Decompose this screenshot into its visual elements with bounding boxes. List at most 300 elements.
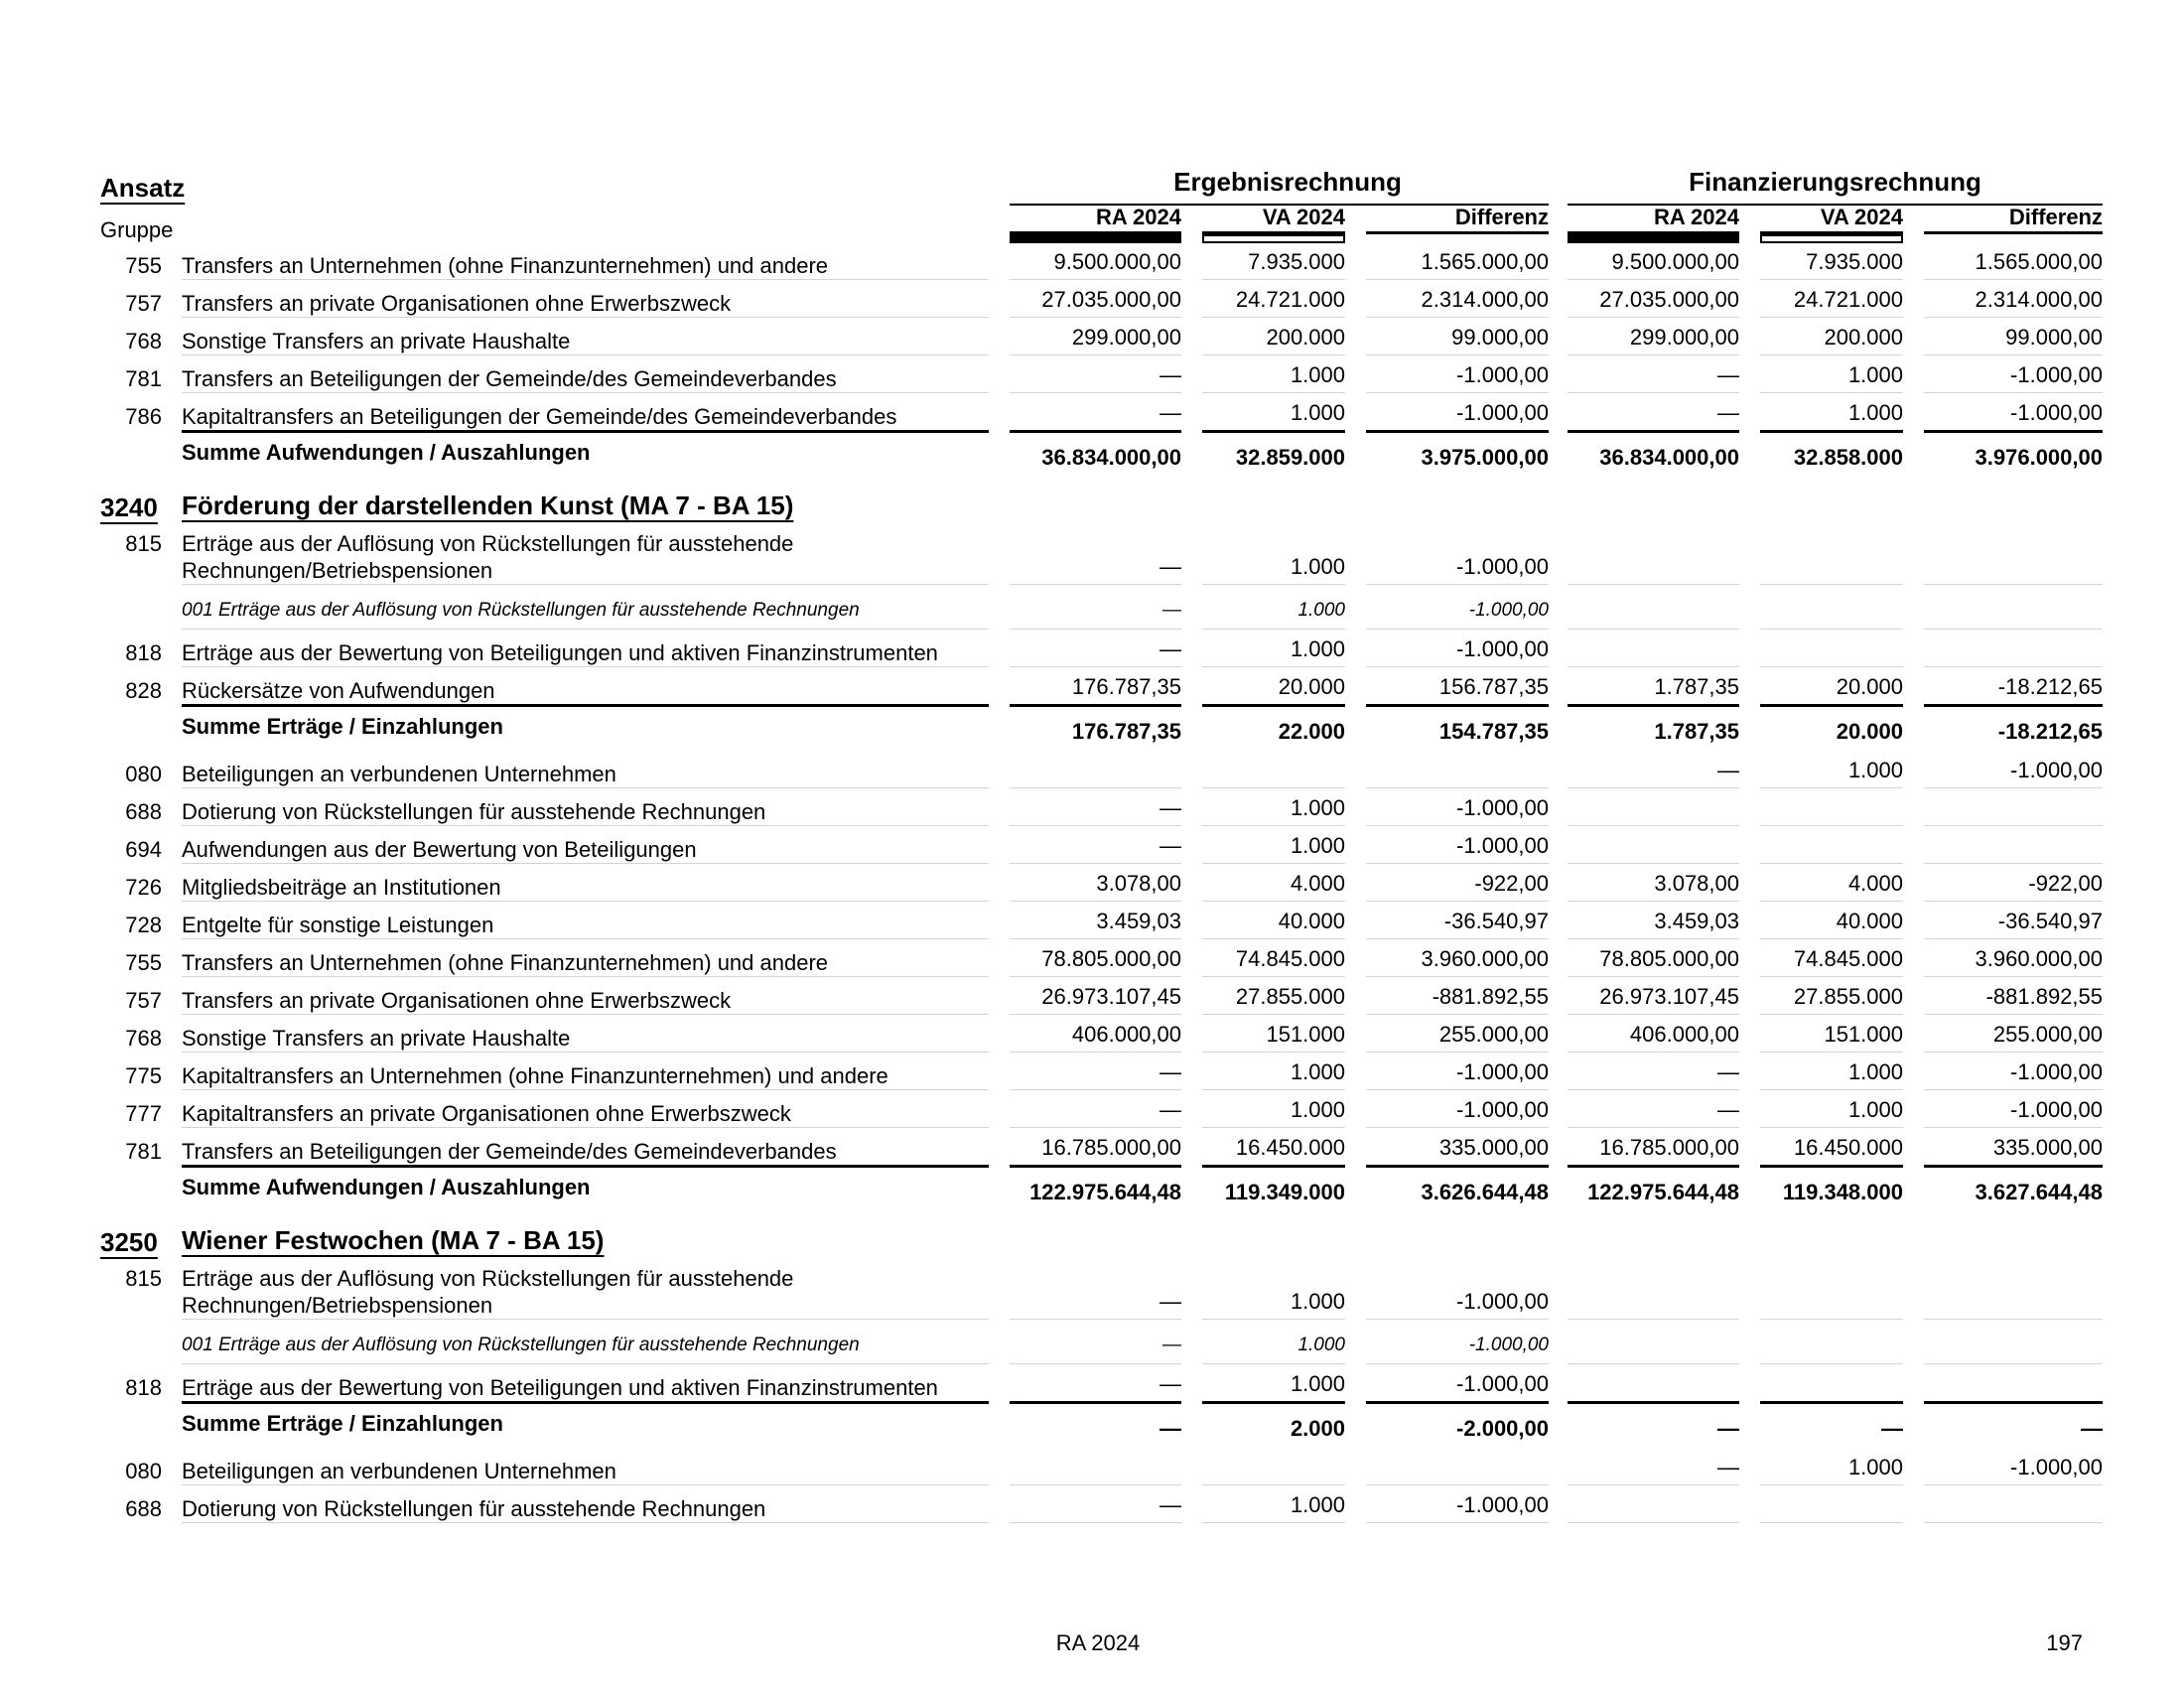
row-rule — [1568, 1319, 1739, 1320]
row-rule — [1924, 629, 2103, 630]
row-rule — [1568, 825, 1739, 826]
account-code: 694 — [125, 837, 162, 862]
row-rule — [1202, 938, 1345, 939]
account-label: Erträge aus der Bewertung von Beteiligungen und aktiven Finanzinstrumenten — [182, 1375, 938, 1400]
amount-cell: 3.960.000,00 — [1975, 946, 2103, 971]
account-code: 828 — [125, 678, 162, 703]
account-label: Rechnungen/Betriebspensionen — [182, 558, 493, 583]
amount-cell: 1.000 — [1290, 362, 1345, 387]
row-rule — [1760, 938, 1903, 939]
amount-cell: -1.000,00 — [2010, 400, 2103, 425]
row-rule — [1568, 430, 1739, 433]
amount-cell: — — [1717, 400, 1739, 425]
amount-cell: -1.000,00 — [1456, 362, 1549, 387]
row-rule — [182, 1319, 989, 1320]
amount-cell: 1.000 — [1847, 1059, 1903, 1084]
row-rule — [1366, 354, 1549, 355]
row-rule — [1010, 392, 1181, 393]
row-rule — [1760, 317, 1903, 318]
row-rule — [1202, 430, 1345, 433]
sum-label: Summe Erträge / Einzahlungen — [182, 714, 503, 739]
amount-cell: 99.000,00 — [1451, 325, 1549, 350]
row-rule — [1760, 354, 1903, 355]
account-code: 726 — [125, 875, 162, 900]
row-rule — [1366, 430, 1549, 433]
row-rule — [182, 976, 989, 977]
row-rule — [1202, 976, 1345, 977]
amount-cell: 299.000,00 — [1071, 325, 1181, 350]
account-code: 080 — [125, 762, 162, 786]
account-label: Sonstige Transfers an private Haushalte — [182, 329, 571, 353]
row-rule — [1924, 584, 2103, 585]
row-rule — [1202, 1522, 1345, 1523]
amount-cell: 2.314.000,00 — [1975, 287, 2103, 312]
amount-cell: — — [1160, 833, 1181, 858]
amount-cell: 2.314.000,00 — [1421, 287, 1549, 312]
sum-amount: 154.787,35 — [1438, 719, 1549, 744]
amount-cell: 27.035.000,00 — [1041, 287, 1181, 312]
row-rule — [1924, 1165, 2103, 1168]
row-rule — [1366, 1401, 1549, 1404]
amount-cell: -1.000,00 — [1468, 1335, 1549, 1355]
account-code: 818 — [125, 640, 162, 665]
row-rule — [1760, 1089, 1903, 1090]
sum-amount: — — [2081, 1416, 2103, 1441]
row-rule — [1760, 584, 1903, 585]
account-label: Transfers an Unternehmen (ohne Finanzunternehmen) und andere — [182, 253, 829, 278]
sum-amount: 3.976.000,00 — [1975, 445, 2103, 470]
row-rule — [1568, 1165, 1739, 1168]
row-rule — [182, 1127, 989, 1128]
page-number: 197 — [2046, 1630, 2083, 1655]
row-rule — [1760, 629, 1903, 630]
amount-cell: 1.000 — [1847, 1097, 1903, 1122]
amount-cell: 3.078,00 — [1096, 871, 1181, 896]
amount-cell: 40.000 — [1836, 909, 1903, 933]
row-rule — [1760, 787, 1903, 788]
row-rule — [1568, 317, 1739, 318]
row-rule — [1366, 629, 1549, 630]
row-rule — [1760, 704, 1903, 707]
account-code: 777 — [125, 1101, 162, 1126]
account-label: Dotierung von Rückstellungen für ausstehende Rechnungen — [182, 799, 766, 824]
row-rule — [1010, 584, 1181, 585]
section-code: 3250 — [100, 1227, 158, 1257]
amount-cell: 99.000,00 — [2005, 325, 2103, 350]
section-title: Förderung der darstellenden Kunst (MA 7 - BA 15) — [182, 491, 794, 520]
row-rule — [1568, 938, 1739, 939]
row-rule — [1202, 584, 1345, 585]
amount-cell: — — [1717, 362, 1739, 387]
row-rule — [182, 901, 989, 902]
section-title: Wiener Festwochen (MA 7 - BA 15) — [182, 1225, 605, 1255]
amount-cell: 78.805.000,00 — [1599, 946, 1739, 971]
row-rule — [182, 863, 989, 864]
row-rule — [1924, 938, 2103, 939]
account-label: Erträge aus der Auflösung von Rückstellungen für ausstehende — [182, 531, 794, 556]
amount-cell: 1.000 — [1290, 1059, 1345, 1084]
section-code: 3240 — [100, 492, 158, 522]
account-code: 815 — [125, 1266, 162, 1291]
amount-cell: 200.000 — [1266, 325, 1345, 350]
row-rule — [1568, 279, 1739, 280]
row-rule — [182, 1363, 989, 1364]
column-header-4: RA 2024 — [1653, 205, 1739, 229]
account-label: Transfers an private Organisationen ohne Erwerbszweck — [182, 988, 732, 1013]
amount-cell: — — [1160, 1059, 1181, 1084]
amount-cell: 24.721.000 — [1793, 287, 1903, 312]
amount-cell: 1.787,35 — [1654, 674, 1739, 699]
amount-cell: 156.787,35 — [1438, 674, 1549, 699]
row-rule — [1366, 825, 1549, 826]
row-rule — [1924, 1484, 2103, 1485]
account-label: Entgelte für sonstige Leistungen — [182, 913, 494, 937]
amount-cell: — — [1160, 1097, 1181, 1122]
column-marker-solid — [1568, 234, 1739, 243]
row-rule — [1366, 901, 1549, 902]
column-marker-solid — [1010, 234, 1181, 243]
account-label: Kapitaltransfers an Unternehmen (ohne Finanzunternehmen) und andere — [182, 1063, 888, 1088]
row-rule — [1924, 704, 2103, 707]
group-total-rule — [182, 430, 989, 433]
amount-cell: -1.000,00 — [2010, 758, 2103, 782]
amount-cell: -1.000,00 — [2010, 1455, 2103, 1479]
account-label: Sonstige Transfers an private Haushalte — [182, 1026, 571, 1051]
row-rule — [1760, 1014, 1903, 1015]
amount-cell: 1.000 — [1847, 362, 1903, 387]
amount-cell: 16.785.000,00 — [1599, 1135, 1739, 1160]
row-rule — [1010, 976, 1181, 977]
account-code: 768 — [125, 329, 162, 353]
row-rule — [1924, 1014, 2103, 1015]
row-rule — [1366, 1089, 1549, 1090]
row-rule — [1010, 279, 1181, 280]
row-rule — [1568, 629, 1739, 630]
amount-cell: -1.000,00 — [1456, 1371, 1549, 1396]
account-code: 688 — [125, 1496, 162, 1521]
row-rule — [1202, 1363, 1345, 1364]
amount-cell: — — [1160, 362, 1181, 387]
row-rule — [1366, 392, 1549, 393]
row-rule — [1924, 787, 2103, 788]
sum-amount: 32.858.000 — [1793, 445, 1903, 470]
row-rule — [1366, 787, 1549, 788]
row-rule — [1366, 1363, 1549, 1364]
row-rule — [1924, 1363, 2103, 1364]
amount-cell: 20.000 — [1278, 674, 1345, 699]
row-rule — [1760, 1484, 1903, 1485]
amount-cell: 1.000 — [1290, 1289, 1345, 1314]
row-rule — [182, 1484, 989, 1485]
amount-cell: — — [1717, 1097, 1739, 1122]
amount-cell: 9.500.000,00 — [1611, 249, 1739, 274]
amount-cell: -1.000,00 — [1456, 636, 1549, 661]
sum-amount: 3.975.000,00 — [1421, 445, 1549, 470]
row-rule — [1366, 938, 1549, 939]
sum-amount: 3.626.644,48 — [1421, 1180, 1549, 1204]
account-label: Transfers an private Organisationen ohne Erwerbszweck — [182, 291, 732, 316]
row-rule — [1924, 392, 2103, 393]
sum-label: Summe Erträge / Einzahlungen — [182, 1411, 503, 1436]
amount-cell: — — [1160, 1371, 1181, 1396]
ergebnisrechnung-heading: Ergebnisrechnung — [1173, 167, 1402, 197]
amount-cell: — — [1717, 1059, 1739, 1084]
row-rule — [1010, 1484, 1181, 1485]
row-rule — [182, 1522, 989, 1523]
row-rule — [1202, 704, 1345, 707]
amount-cell: 335.000,00 — [1992, 1135, 2103, 1160]
sum-amount: 2.000 — [1290, 1416, 1345, 1441]
account-code: 781 — [125, 1139, 162, 1164]
account-label: Transfers an Beteiligungen der Gemeinde/des Gemeindeverbandes — [182, 1139, 837, 1164]
row-rule — [1010, 666, 1181, 667]
account-label: Erträge aus der Bewertung von Beteiligungen und aktiven Finanzinstrumenten — [182, 640, 938, 665]
row-rule — [1568, 976, 1739, 977]
account-label: Transfers an Unternehmen (ohne Finanzunternehmen) und andere — [182, 950, 829, 975]
row-rule — [1366, 666, 1549, 667]
row-rule — [182, 938, 989, 939]
row-rule — [182, 279, 989, 280]
account-label: Dotierung von Rückstellungen für ausstehende Rechnungen — [182, 1496, 766, 1521]
amount-cell: -1.000,00 — [1456, 795, 1549, 820]
amount-cell: -1.000,00 — [1468, 600, 1549, 621]
column-header-5: VA 2024 — [1820, 205, 1903, 229]
row-rule — [1760, 901, 1903, 902]
sum-amount: 20.000 — [1836, 719, 1903, 744]
sum-amount: 32.859.000 — [1235, 445, 1345, 470]
row-rule — [1010, 1319, 1181, 1320]
amount-cell: — — [1160, 1492, 1181, 1517]
amount-cell: 26.973.107,45 — [1041, 984, 1181, 1009]
row-rule — [1568, 1127, 1739, 1128]
sub-account-label: 001 Erträge aus der Auflösung von Rückstellungen für ausstehende Rechnungen — [182, 1335, 860, 1355]
column-marker-outline — [1202, 234, 1345, 243]
row-rule — [1202, 1484, 1345, 1485]
amount-cell: 40.000 — [1278, 909, 1345, 933]
row-rule — [1202, 901, 1345, 902]
amount-cell: 1.565.000,00 — [1975, 249, 2103, 274]
amount-cell: — — [1160, 400, 1181, 425]
row-rule — [1366, 1052, 1549, 1053]
row-rule — [1202, 1014, 1345, 1015]
row-rule — [1760, 1052, 1903, 1053]
amount-cell: -1.000,00 — [1456, 1097, 1549, 1122]
amount-cell: 1.000 — [1847, 400, 1903, 425]
amount-cell: 74.845.000 — [1793, 946, 1903, 971]
amount-cell: -18.212,65 — [1997, 674, 2103, 699]
row-rule — [1760, 1127, 1903, 1128]
row-rule — [1010, 901, 1181, 902]
group-total-rule — [182, 1401, 989, 1404]
account-code: 781 — [125, 366, 162, 391]
sum-amount: — — [1717, 1416, 1739, 1441]
sum-amount: 176.787,35 — [1071, 719, 1181, 744]
amount-cell: -1.000,00 — [1456, 1059, 1549, 1084]
row-rule — [1568, 1363, 1739, 1364]
amount-cell: -1.000,00 — [1456, 1492, 1549, 1517]
column-header-2: VA 2024 — [1262, 205, 1345, 229]
row-rule — [1924, 317, 2103, 318]
sum-amount: — — [1160, 1416, 1181, 1441]
amount-cell: 151.000 — [1824, 1022, 1903, 1047]
amount-cell: — — [1160, 795, 1181, 820]
row-rule — [1924, 825, 2103, 826]
row-rule — [1202, 787, 1345, 788]
amount-cell: -36.540,97 — [1997, 909, 2103, 933]
row-rule — [1924, 1522, 2103, 1523]
row-rule — [1568, 704, 1739, 707]
amount-cell: -1.000,00 — [2010, 1059, 2103, 1084]
row-rule — [1202, 629, 1345, 630]
account-label: Beteiligungen an verbundenen Unternehmen — [182, 1459, 616, 1483]
row-rule — [1924, 279, 2103, 280]
amount-cell: 3.459,03 — [1654, 909, 1739, 933]
amount-cell: 16.450.000 — [1793, 1135, 1903, 1160]
column-header-rule — [1366, 231, 1549, 234]
row-rule — [1568, 901, 1739, 902]
sum-label: Summe Aufwendungen / Auszahlungen — [182, 1175, 591, 1199]
row-rule — [1366, 1127, 1549, 1128]
sub-account-label: 001 Erträge aus der Auflösung von Rückstellungen für ausstehende Rechnungen — [182, 600, 860, 621]
amount-cell: 1.000 — [1290, 636, 1345, 661]
account-code: 755 — [125, 950, 162, 975]
row-rule — [1202, 1052, 1345, 1053]
row-rule — [182, 1052, 989, 1053]
row-rule — [1202, 279, 1345, 280]
row-rule — [1568, 392, 1739, 393]
amount-cell: 1.000 — [1847, 1455, 1903, 1479]
row-rule — [1760, 430, 1903, 433]
row-rule — [1010, 1363, 1181, 1364]
row-rule — [1568, 1014, 1739, 1015]
amount-cell: 3.078,00 — [1654, 871, 1739, 896]
sum-amount: 36.834.000,00 — [1599, 445, 1739, 470]
amount-cell: 16.450.000 — [1235, 1135, 1345, 1160]
row-rule — [1924, 976, 2103, 977]
row-rule — [1366, 976, 1549, 977]
account-label: Beteiligungen an verbundenen Unternehmen — [182, 762, 616, 786]
account-label: Rechnungen/Betriebspensionen — [182, 1293, 493, 1318]
account-code: 757 — [125, 291, 162, 316]
amount-cell: 24.721.000 — [1235, 287, 1345, 312]
amount-cell: -1.000,00 — [1456, 400, 1549, 425]
amount-cell: 1.000 — [1297, 1335, 1345, 1355]
account-code: 775 — [125, 1063, 162, 1088]
row-rule — [1010, 1165, 1181, 1168]
amount-cell: -922,00 — [2028, 871, 2103, 896]
amount-cell: — — [1162, 1335, 1181, 1355]
amount-cell: -881.892,55 — [1432, 984, 1549, 1009]
row-rule — [1010, 704, 1181, 707]
row-rule — [1760, 392, 1903, 393]
row-rule — [1568, 1522, 1739, 1523]
row-rule — [1760, 863, 1903, 864]
amount-cell: 4.000 — [1290, 871, 1345, 896]
column-header-1: RA 2024 — [1095, 205, 1181, 229]
row-rule — [1202, 317, 1345, 318]
amount-cell: -922,00 — [1474, 871, 1549, 896]
row-rule — [1760, 666, 1903, 667]
account-code: 080 — [125, 1459, 162, 1483]
footer-report-label: RA 2024 — [1055, 1630, 1141, 1655]
amount-cell: 7.935.000 — [1248, 249, 1345, 274]
account-code: 728 — [125, 913, 162, 937]
row-rule — [1202, 666, 1345, 667]
sum-amount: 122.975.644,48 — [1587, 1180, 1739, 1204]
account-code: 768 — [125, 1026, 162, 1051]
amount-cell: 200.000 — [1824, 325, 1903, 350]
row-rule — [1010, 629, 1181, 630]
amount-cell: 74.845.000 — [1235, 946, 1345, 971]
amount-cell: — — [1160, 554, 1181, 579]
sum-amount: 22.000 — [1278, 719, 1345, 744]
ansatz-heading: Ansatz — [100, 173, 186, 203]
account-label: Aufwendungen aus der Bewertung von Beteiligungen — [182, 837, 697, 862]
sum-label: Summe Aufwendungen / Auszahlungen — [182, 440, 591, 465]
row-rule — [1366, 1319, 1549, 1320]
row-rule — [1924, 354, 2103, 355]
amount-cell: 1.565.000,00 — [1421, 249, 1549, 274]
amount-cell: -881.892,55 — [1985, 984, 2103, 1009]
row-rule — [1366, 704, 1549, 707]
row-rule — [182, 317, 989, 318]
row-rule — [1760, 1165, 1903, 1168]
sum-amount: -2.000,00 — [1456, 1416, 1549, 1441]
row-rule — [1924, 1052, 2103, 1053]
row-rule — [1924, 1401, 2103, 1404]
amount-cell: 1.000 — [1290, 833, 1345, 858]
row-rule — [182, 787, 989, 788]
account-label: Rückersätze von Aufwendungen — [182, 678, 495, 703]
column-header-6: Differenz — [2008, 205, 2103, 229]
row-rule — [1010, 825, 1181, 826]
amount-cell: 335.000,00 — [1438, 1135, 1549, 1160]
row-rule — [1924, 430, 2103, 433]
row-rule — [1202, 1401, 1345, 1404]
row-rule — [1366, 279, 1549, 280]
row-rule — [1760, 976, 1903, 977]
amount-cell: -1.000,00 — [1456, 833, 1549, 858]
amount-cell: 20.000 — [1836, 674, 1903, 699]
column-header-rule — [1924, 231, 2103, 234]
amount-cell: -1.000,00 — [1456, 554, 1549, 579]
amount-cell: 27.855.000 — [1793, 984, 1903, 1009]
row-rule — [1010, 1522, 1181, 1523]
row-rule — [1202, 392, 1345, 393]
finanzierungsrechnung-heading: Finanzierungsrechnung — [1689, 167, 1981, 197]
row-rule — [1568, 1484, 1739, 1485]
amount-cell: -1.000,00 — [2010, 362, 2103, 387]
amount-cell: 151.000 — [1266, 1022, 1345, 1047]
row-rule — [1010, 317, 1181, 318]
row-rule — [1010, 1089, 1181, 1090]
row-rule — [1202, 1089, 1345, 1090]
amount-cell: 176.787,35 — [1071, 674, 1181, 699]
row-rule — [1568, 1052, 1739, 1053]
amount-cell: 27.855.000 — [1235, 984, 1345, 1009]
row-rule — [182, 392, 989, 393]
amount-cell: 1.000 — [1290, 400, 1345, 425]
amount-cell: 26.973.107,45 — [1599, 984, 1739, 1009]
sum-amount: 122.975.644,48 — [1029, 1180, 1181, 1204]
row-rule — [1366, 317, 1549, 318]
row-rule — [1366, 863, 1549, 864]
row-rule — [1366, 1522, 1549, 1523]
account-code: 786 — [125, 404, 162, 429]
row-rule — [1366, 584, 1549, 585]
amount-cell: 1.000 — [1290, 1492, 1345, 1517]
amount-cell: 78.805.000,00 — [1041, 946, 1181, 971]
